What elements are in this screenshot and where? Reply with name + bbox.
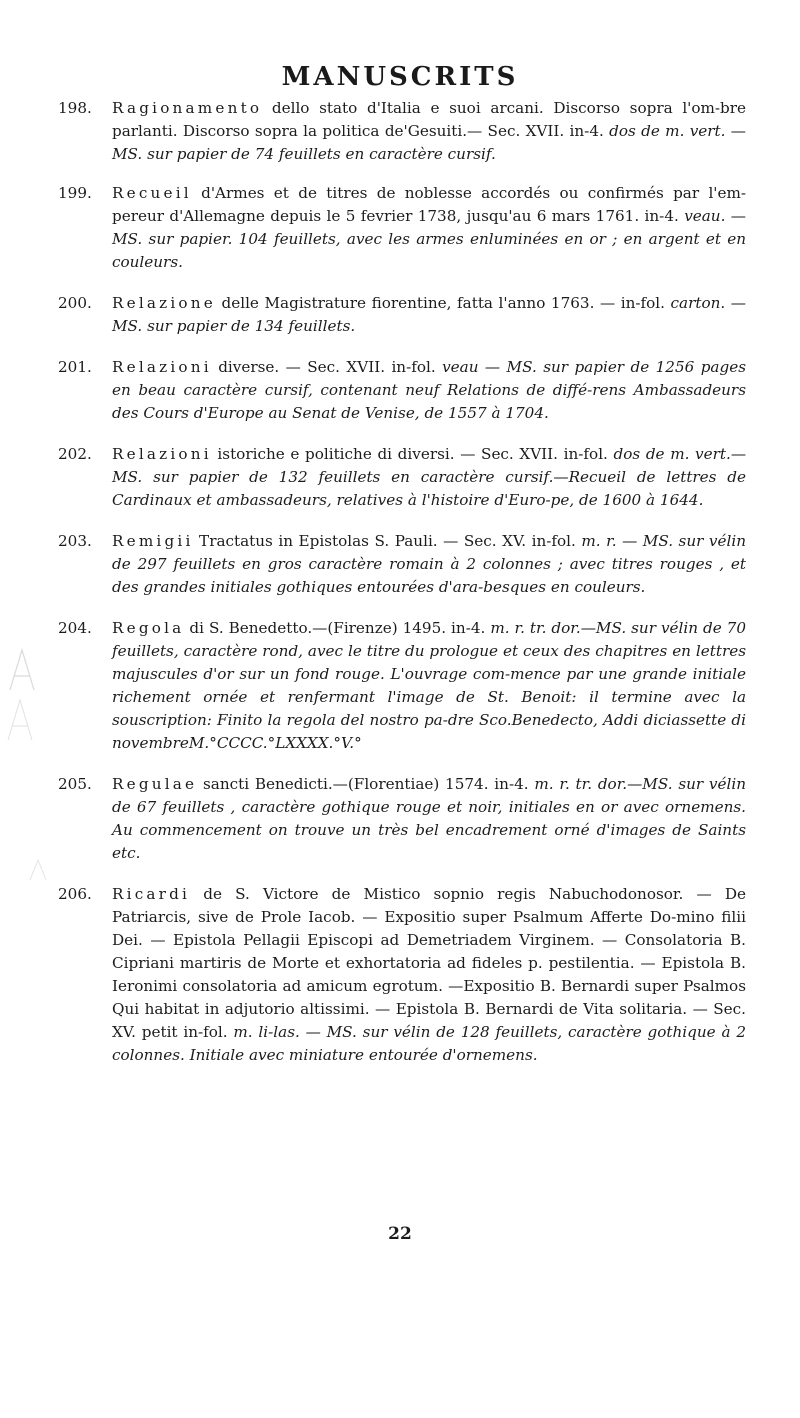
entry-title: Regola xyxy=(112,619,185,637)
page-number: 22 xyxy=(388,1224,412,1244)
entry-description: dos de m. vert. — MS. sur papier de 74 feuillets en caractère cursif. xyxy=(112,122,746,163)
entry-text: Tractatus in Epistolas S. Pauli. — Sec. XV. in-fol. xyxy=(193,532,582,550)
entry-text: sancti Benedicti.—(Florentiae) 1574. in-4. xyxy=(197,775,535,793)
entry-text: diverse. — Sec. XVII. in-fol. xyxy=(211,358,443,376)
catalog-entry xyxy=(58,883,746,1067)
entry-title: Ricardi xyxy=(112,885,191,903)
entry-title: Regulae xyxy=(112,775,198,793)
page-title: MANUSCRITS xyxy=(281,62,519,92)
entry-description: dos de m. vert.—MS. sur papier de 132 feuillets en caractère cursif.—Recueil de lettres de Cardinaux et ambassadeurs, relatives à l'histoire d'Euro-pe, de 1600 à 1644. xyxy=(112,445,747,509)
entry-description: m. r. tr. dor.—MS. sur vélin de 67 feuillets , caractère gothique rouge et noir, initiales en or avec ornemens. Au commencement on trouve un très bel encadrement orné d'images de Saints etc. xyxy=(112,775,746,862)
entry-text: istoriche e politiche di diversi. — Sec. XVII. in-fol. xyxy=(211,445,614,463)
entry-description: m. r. tr. dor.—MS. sur vélin de 70 feuillets, caractère rond, avec le titre du prologue et ceux des chapitres en lettres majuscules d'or sur un fond rouge. L'ouvrage com-mence par une grande initiale richement ornée et renfermant l'image de St. Benoit: il termine avec la souscription: Finito la regola del nostro pa-dre Sco.Benedecto, Addi diciassette di novembreM.°CCCC.°LXXXX.°V.° xyxy=(112,619,747,752)
entry-description: m. li-las. — MS. sur vélin de 128 feuillets, caractère gothique à 2 colonnes. Initiale avec miniature entourée d'ornemens. xyxy=(112,1023,746,1064)
entry-title: Relazioni xyxy=(112,358,212,376)
entry-description: carton. — MS. sur papier de 134 feuillets. xyxy=(112,294,746,335)
entry-text: dello stato d'Italia e suoi arcani. Discorso sopra l'om-bre parlanti. Discorso sopra la politica de'Gesuiti.— Sec. XVII. in-4. xyxy=(112,99,746,140)
entry-text: delle Magistrature fiorentine, fatta l'anno 1763. — in-fol. xyxy=(215,294,671,312)
catalog-entry xyxy=(58,773,746,865)
entry-text: d'Armes et de titres de noblesse accordés ou confirmés par l'em-pereur d'Allemagne depuis le 5 fevrier 1738, jusqu'au 6 mars 1761. in-4. xyxy=(112,184,746,225)
catalog-entry xyxy=(58,97,746,166)
entry-title: Relazione xyxy=(112,294,216,312)
catalog-entry xyxy=(58,356,746,425)
entry-number: 200. xyxy=(58,294,92,312)
entry-description: m. r. — MS. sur vélin de 297 feuillets en gros caractère romain à 2 colonnes ; avec titres rouges , et des grandes initiales gothiques entourées d'ara-besques en couleurs. xyxy=(112,532,746,596)
entry-list xyxy=(58,97,747,1067)
entry-number: 206. xyxy=(58,885,92,903)
entry-number: 205. xyxy=(58,775,92,793)
entry-text: di S. Benedetto.—(Firenze) 1495. in-4. xyxy=(184,619,491,637)
entry-number: 201. xyxy=(58,358,92,376)
catalog-entry xyxy=(58,617,747,755)
catalog-entry xyxy=(58,443,747,512)
entry-title: Remigii xyxy=(112,532,194,550)
entry-text: de S. Victore de Mistico sopnio regis Nabuchodonosor. — De Patriarcis, sive de Prole Iacob. — Expositio super Psalmum Afferte Do-mino filii Dei. — Epistola Pellagii Episcopi ad Demetriadem Virginem. — Consolatoria B. Cipriani martiris de Morte et exhortatoria ad fideles p. pestilentia. — Epistola B. Ieronimi consolatoria ad amicum egrotum. —Expositio B. Bernardi super Psalmos Qui habitat in adjutorio altissimi. — Epistola B. Bernardi de Vita solitaria. — Sec. XV. petit in-fol. xyxy=(112,885,746,1041)
catalog-entry xyxy=(58,182,746,274)
entry-number: 202. xyxy=(58,445,92,463)
entry-title: Relazioni xyxy=(112,445,212,463)
catalog-entry xyxy=(58,292,746,338)
entry-title: Ragionamento xyxy=(112,99,263,117)
entry-title: Recueil xyxy=(112,184,192,202)
entry-number: 199. xyxy=(58,184,92,202)
entry-number: 203. xyxy=(58,532,92,550)
entry-number: 198. xyxy=(58,99,92,117)
catalog-entry xyxy=(58,530,746,599)
bleed-through-marks xyxy=(0,0,60,1418)
entry-number: 204. xyxy=(58,619,92,637)
entry-description: veau — MS. sur papier de 1256 pages en beau caractère cursif, contenant neuf Relations de diffé-rens Ambassadeurs des Cours d'Europe au Senat de Venise, de 1557 à 1704. xyxy=(112,358,746,422)
entry-description: veau. — MS. sur papier. 104 feuillets, avec les armes enluminées en or ; en argent et en couleurs. xyxy=(112,207,746,271)
